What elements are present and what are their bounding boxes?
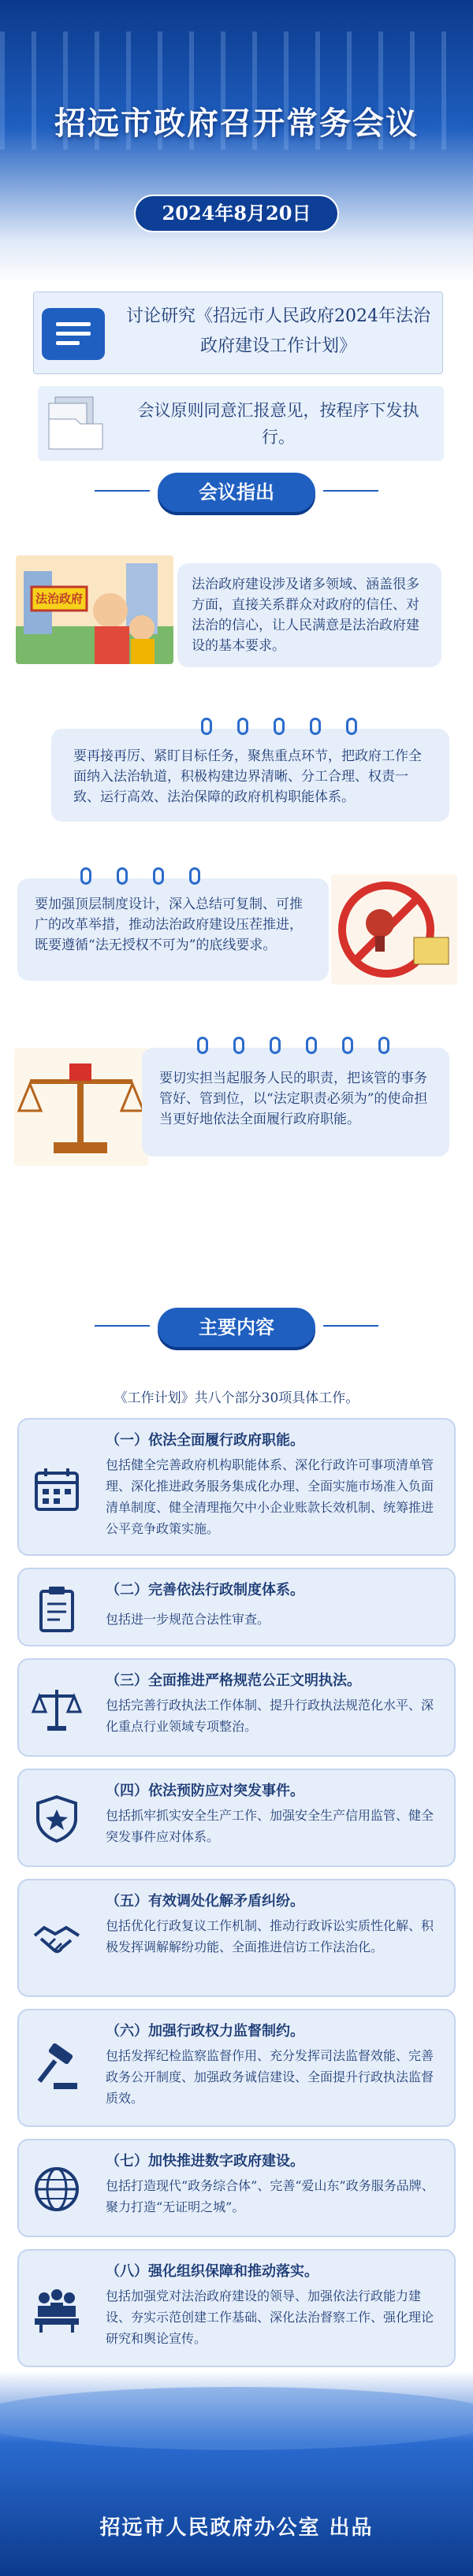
handshake-icon — [32, 1913, 82, 1964]
section-body: 包括进一步规范合法性审查。 — [106, 1612, 270, 1627]
meeting-date: 2024年8月20日 — [134, 195, 339, 232]
section-title: （四）依法预防应对突发事件。 — [106, 1783, 304, 1799]
documents-icon — [44, 392, 107, 454]
section-title: （一）依法全面履行政府职能。 — [106, 1432, 304, 1449]
section-title: （六）加强行政权力监督制约。 — [106, 2023, 304, 2040]
section-body: 包括加强党对法治政府建设的领导、加强依法行政能力建设、夯实示范创建工作基础、深化法治督察工作、强化理论研究和舆论宣传。 — [106, 2288, 434, 2346]
section-title: （五）有效调处化解矛盾纠纷。 — [106, 1893, 304, 1910]
justice-scales-illustration — [14, 1048, 148, 1166]
globe-icon — [32, 2164, 82, 2214]
page-title: 招远市政府召开常务会议 — [54, 105, 419, 142]
content-section — [17, 2139, 456, 2237]
meeting-point-card — [51, 729, 449, 822]
content-section — [17, 2249, 456, 2367]
decision-text: 会议原则同意汇报意见，按程序下发执行。 — [137, 401, 419, 447]
clipboard-icon — [32, 1583, 82, 1634]
section-body: 包括打造现代“政务综合体”、完善“爱山东”政务服务品牌、聚力打造“无证明之城”。 — [106, 2178, 434, 2214]
content-section — [17, 2009, 456, 2127]
binder-rings — [197, 1037, 402, 1054]
meeting-point-card — [17, 878, 329, 981]
rule-of-law-illustration — [16, 555, 173, 664]
content-section — [17, 1568, 456, 1646]
section-title: （八）强化组织保障和推动落实。 — [106, 2263, 318, 2280]
meeting-point-card: 法治政府建设涉及诸多领域、涵盖很多方面，直接关系群众对政府的信任、对法治的信心，让人民满意是法治政府建设的基本要求。 — [177, 563, 441, 667]
rule-of-law-sign: 法治政府 — [35, 592, 83, 606]
meeting-point-card — [142, 1048, 449, 1156]
meeting-points-heading: 会议指出 — [158, 473, 315, 512]
section-body: 包括发挥纪检监察监督作用、充分发挥司法监督效能、完善政务公开制度、加强政务诚信建设、全面提升行政执法监督质效。 — [106, 2048, 434, 2106]
section-title: （三）全面推进严格规范公正文明执法。 — [106, 1672, 361, 1689]
binder-rings — [201, 718, 359, 735]
meeting-point-text: 要再接再厉、紧盯目标任务，聚焦重点环节，把政府工作全面纳入法治轨道，积极构建边界清晰、分工合理、权责一致、运行高效、法治保障的政府机构职能体系。 — [73, 748, 422, 805]
section-title: （七）加快推进数字政府建设。 — [106, 2153, 304, 2170]
footer-banner — [0, 2371, 473, 2576]
topic-box — [33, 291, 443, 374]
section-body: 包括优化行政复议工作机制、推动行政诉讼实质性化解、积极发挥调解解纷功能、全面推进信访工作法治化。 — [106, 1918, 434, 1954]
meeting-point-text: 要加强顶层制度设计，深入总结可复制、可推广的改革举措，推动法治政府建设压茬推进，既要遵循“法无授权不可为”的底线要求。 — [35, 896, 303, 953]
main-content-heading: 主要内容 — [158, 1308, 315, 1347]
decision-box — [38, 386, 444, 461]
section-body: 包括完善行政执法工作体制、提升行政执法规范化水平、深化重点行业领域专项整治。 — [106, 1698, 434, 1734]
plan-intro: 《工作计划》共八个部分30项具体工作。 — [114, 1390, 359, 1406]
content-section — [17, 1879, 456, 1997]
chat-bubble-icon — [42, 308, 105, 360]
header-banner — [0, 0, 473, 284]
shield-star-icon — [32, 1794, 82, 1844]
publisher-credit: 招远市人民政府办公室 出品 — [99, 2516, 374, 2540]
topic-text: 讨论研究《招远市人民政府2024年法治政府建设工作计划》 — [126, 306, 430, 356]
content-section — [17, 1418, 456, 1556]
scales-icon — [32, 1683, 82, 1734]
section-title: （二）完善依法行政制度体系。 — [106, 1582, 304, 1598]
no-power-abuse-illustration — [331, 874, 457, 985]
content-section — [17, 1769, 456, 1867]
section-body: 包括健全完善政府机构职能体系、深化行政许可事项清单管理、深化推进政务服务集成化办理、全面实施市场准入负面清单制度、健全清理拖欠中小企业账款长效机制、统筹推进公平竞争政策实施。 — [106, 1457, 434, 1536]
binder-rings — [80, 867, 238, 885]
wave-decoration — [0, 2387, 473, 2450]
meeting-point-text: 要切实担当起服务人民的职责，把该管的事务管好、管到位，以“法定职责必须为”的使命担当更好地依法全面履行政府职能。 — [159, 1071, 428, 1127]
meeting-icon — [32, 2284, 82, 2334]
content-section — [17, 1658, 456, 1757]
section-body: 包括抓牢抓实安全生产工作、加强安全生产信用监管、健全突发事件应对体系。 — [106, 1808, 434, 1844]
calendar-icon — [32, 1464, 82, 1514]
gavel-icon — [32, 2043, 82, 2094]
